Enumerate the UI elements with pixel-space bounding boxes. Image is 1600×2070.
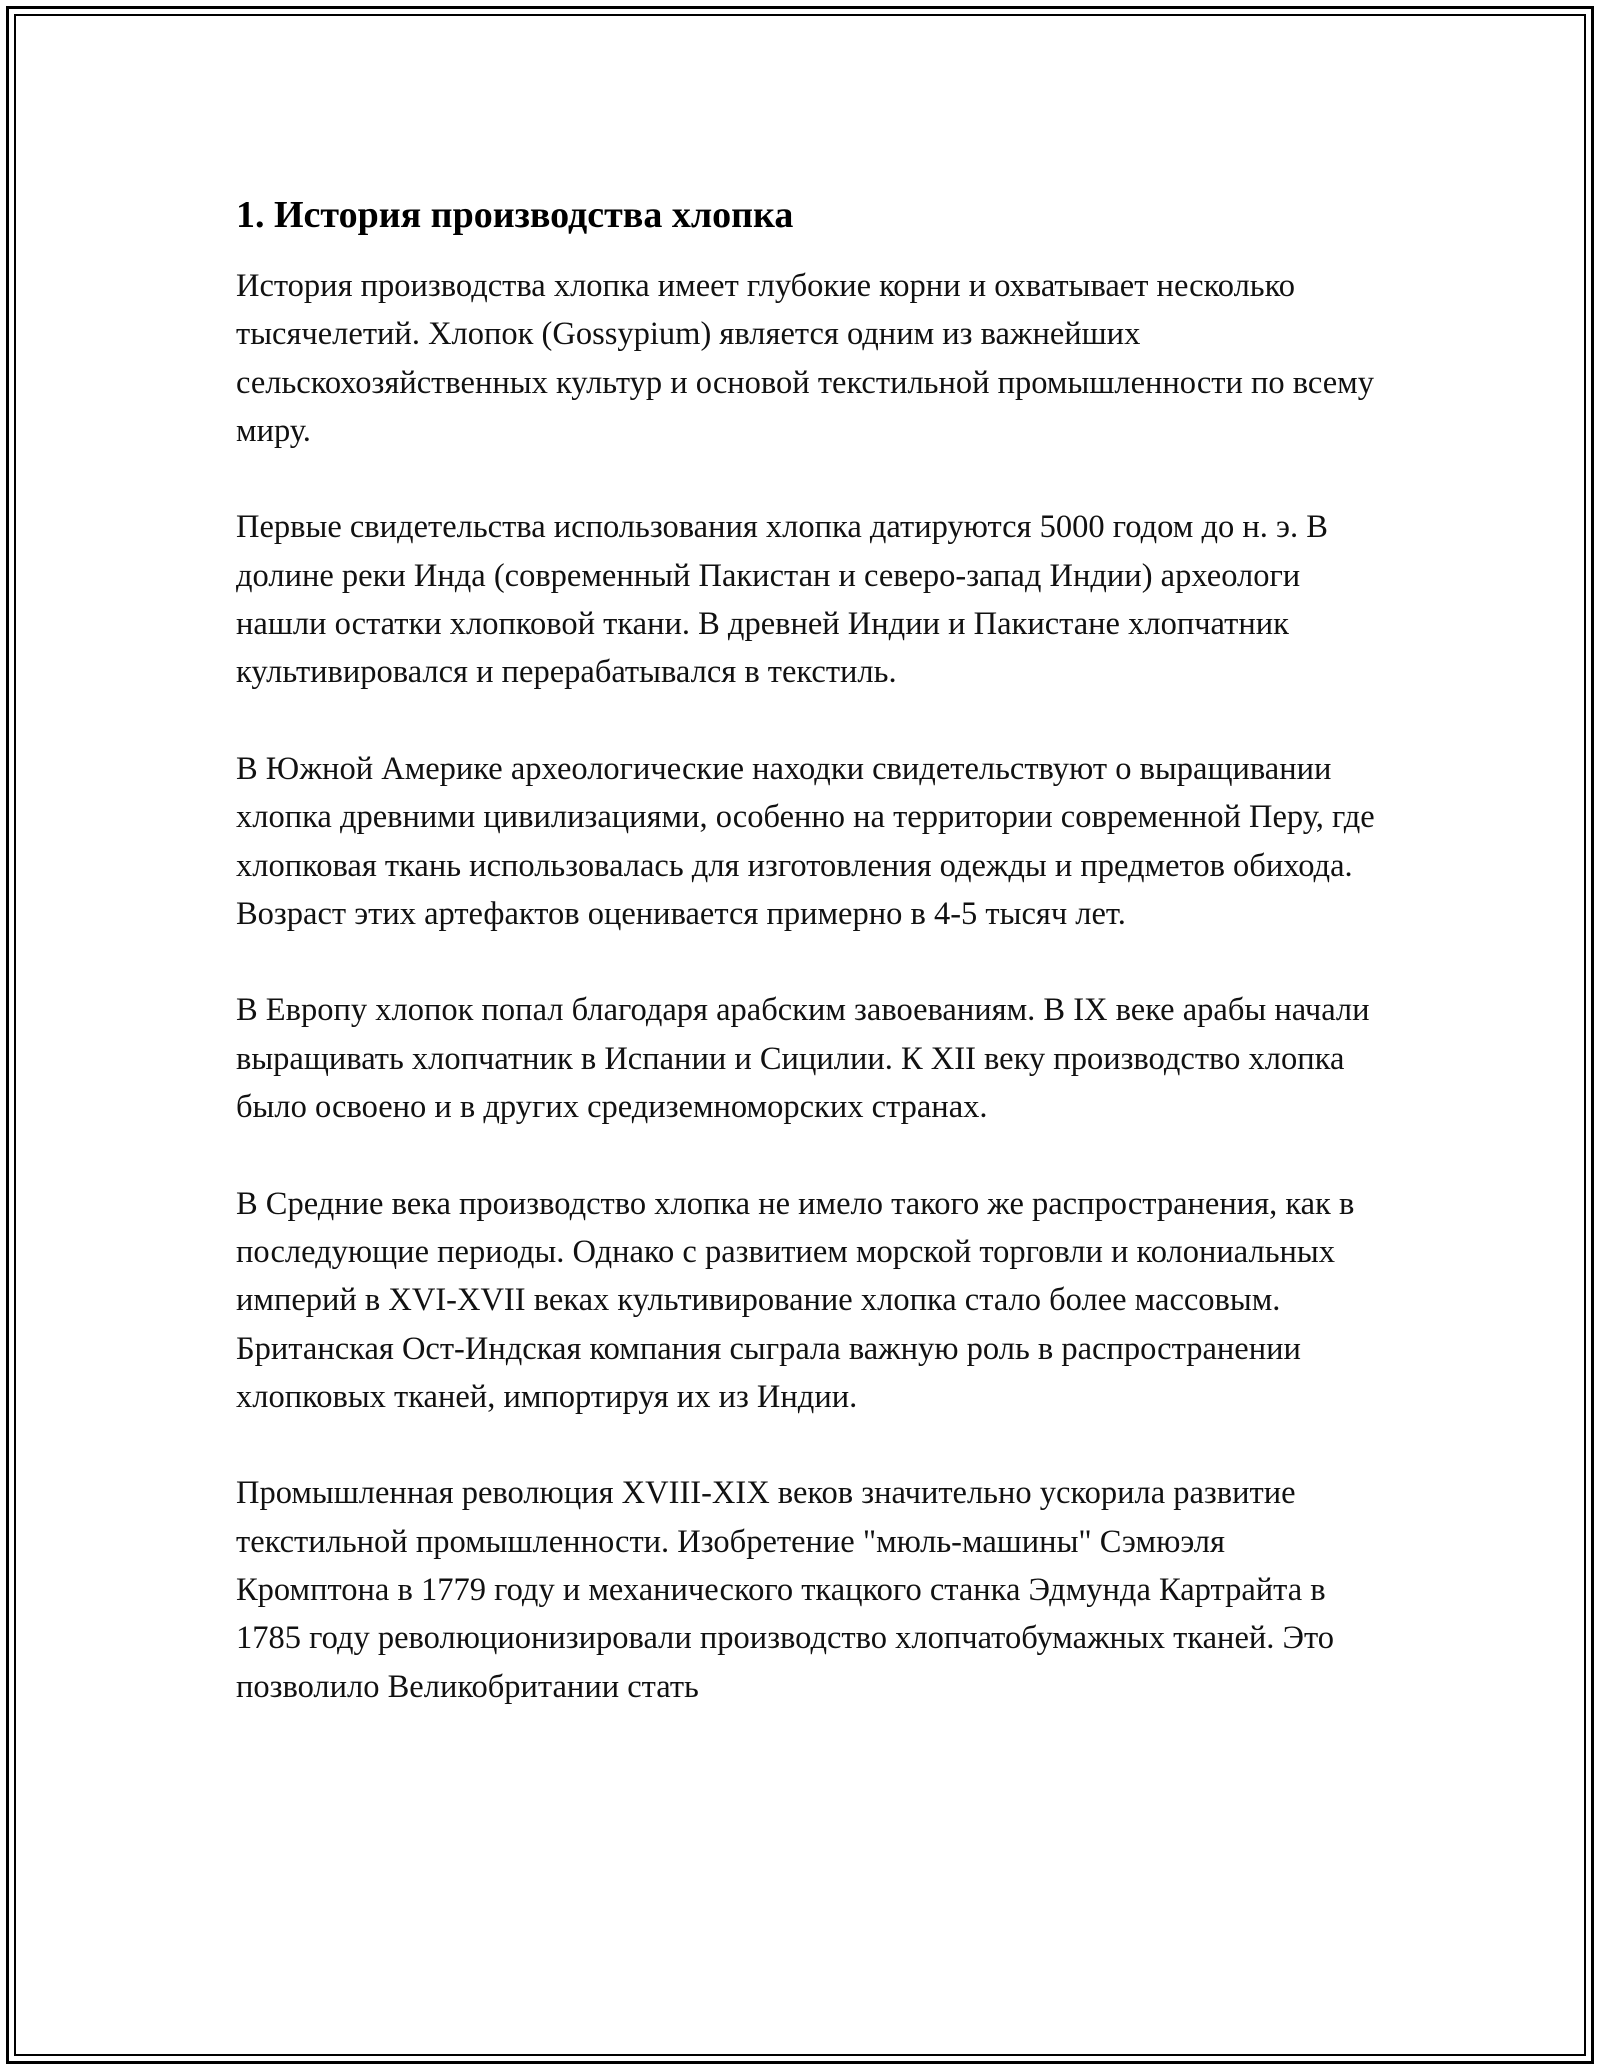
paragraph: История производства хлопка имеет глубокие корни и охватывает несколько тысячелетий. Хлопок (Gossypium) является одним из важнейших сельскохозяйственных культур и основой текстильной промышленности по всему миру. [236, 268, 1374, 449]
paragraph: Промышленная революция XVIII-XIX веков значительно ускорила развитие текстильной промышленности. Изобретение "мюль-машины" Сэмюэля Кромптона в 1779 году и механического ткацкого станка Эдмунда Картрайта в 1785 году революционизировали производство хлопчатобумажных тканей. Это позволило Великобритании стать [236, 1475, 1335, 1705]
paragraph: В Европу хлопок попал благодаря арабским завоеваниям. В IX веке арабы начали выращивать хлопчатник в Испании и Сицилии. К XII веку производство хлопка было освоено и в других средиземноморских странах. [236, 992, 1370, 1126]
paragraph: В Средние века производство хлопка не имело такого же распространения, как в последующие периоды. Однако с развитием морской торговли и колониальных империй в XVI-XVII веках культивирование хлопка стало более массовым. Британская Ост-Индская компания сыграла важную роль в распространении хлопковых тканей, импортируя их из Индии. [236, 1185, 1355, 1415]
section-heading: 1. История производства хлопка [236, 194, 794, 236]
paragraph: В Южной Америке археологические находки свидетельствуют о выращивании хлопка древними цивилизациями, особенно на территории современной Перу, где хлопковая ткань использовалась для изготовления одежды и предметов обихода. Возраст этих артефактов оценивается примерно в 4-5 тысяч лет. [236, 750, 1375, 932]
paragraph: Первые свидетельства использования хлопка датируются 5000 годом до н. э. В долине реки Инда (современный Пакистан и северо-запад Индии) археологи нашли остатки хлопковой ткани. В древней Индии и Пакистане хлопчатник культивировался и перерабатывался в текстиль. [236, 509, 1328, 691]
document-body [236, 190, 1386, 1711]
